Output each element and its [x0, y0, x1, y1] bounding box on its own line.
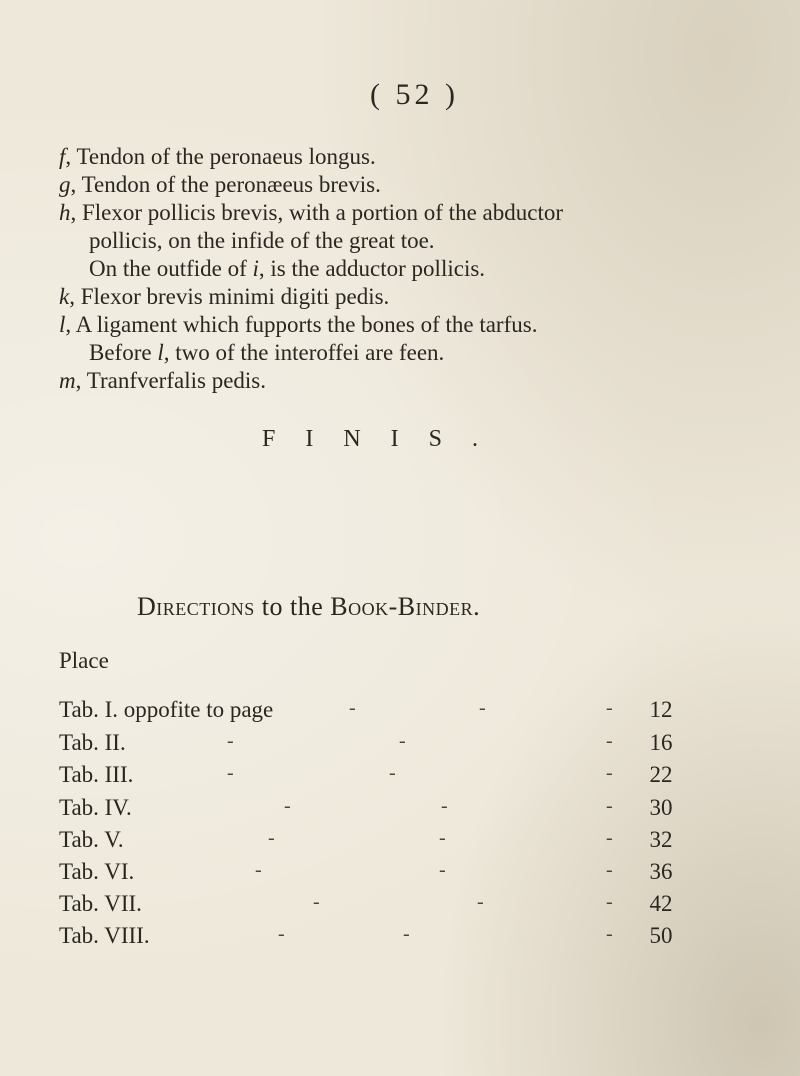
leader-dash: -	[284, 795, 291, 817]
tab-label: Tab. IV.	[59, 795, 132, 820]
entry-letter: l	[157, 340, 164, 365]
directions-word: Directions	[137, 592, 255, 621]
tab-page-number: 16	[649, 730, 673, 755]
leader-dash: -	[389, 762, 396, 784]
entry-g	[59, 171, 381, 199]
tab-label: Tab. VII.	[59, 891, 142, 916]
tab-page-number: 32	[649, 827, 673, 852]
leader-dash: -	[606, 923, 613, 945]
tab-page-number: 50	[649, 923, 673, 948]
leader-dash: -	[227, 730, 234, 752]
tab-page-number: 22	[649, 762, 673, 787]
entry-f	[59, 143, 376, 171]
table-row	[59, 891, 679, 923]
leader-dash: -	[278, 923, 285, 945]
table-row	[59, 697, 679, 729]
leader-dash: -	[439, 859, 446, 881]
directions-middle: to the	[254, 592, 331, 621]
tab-label: Tab. VIII.	[59, 923, 150, 948]
entry-l-continuation	[89, 339, 444, 367]
tab-label: Tab. I. oppofite to page	[59, 697, 274, 722]
entry-text: , Tendon of the peronæeus brevis.	[70, 172, 381, 197]
leader-dash: -	[268, 827, 275, 849]
table-row	[59, 859, 679, 891]
leader-dash: -	[606, 827, 613, 849]
entry-h	[59, 199, 563, 227]
table-row	[59, 795, 679, 827]
table-row	[59, 827, 679, 859]
leader-dash: -	[403, 923, 410, 945]
leader-dash: -	[606, 795, 613, 817]
leader-dash: -	[313, 891, 320, 913]
tab-label: Tab. II.	[59, 730, 126, 755]
entry-text-after: , two of the interoffei are feen.	[163, 340, 445, 365]
leader-dash: -	[441, 795, 448, 817]
tab-label: Tab. V.	[59, 827, 124, 852]
table-row	[59, 762, 679, 794]
book-binder-word: Book-Binder.	[330, 592, 481, 621]
finis-heading: FINIS.	[262, 426, 509, 452]
page-number: ( 52 )	[370, 78, 459, 111]
leader-dash: -	[606, 730, 613, 752]
leader-dash: -	[606, 891, 613, 913]
tab-label: Tab. III.	[59, 762, 134, 787]
entry-text: , Tendon of the peronaeus longus.	[65, 144, 376, 169]
leader-dash: -	[349, 697, 356, 719]
entry-l	[59, 311, 537, 339]
entry-letter: l	[59, 312, 66, 337]
entry-letter: h	[59, 200, 71, 225]
leader-dash: -	[399, 730, 406, 752]
entry-m	[59, 367, 266, 395]
place-label: Place	[59, 648, 109, 673]
tab-page-number: 12	[649, 697, 673, 722]
leader-dash: -	[606, 762, 613, 784]
entry-text: On the outfide of	[89, 256, 253, 281]
table-row	[59, 923, 679, 955]
leader-dash: -	[255, 859, 262, 881]
entry-letter: f	[59, 144, 66, 169]
tab-page-number: 42	[649, 891, 673, 916]
entry-text-after: , is the adductor pollicis.	[258, 256, 486, 281]
entry-letter: i	[252, 256, 259, 281]
leader-dash: -	[227, 762, 234, 784]
entry-i	[89, 255, 485, 283]
leader-dash: -	[439, 827, 446, 849]
entry-k	[59, 283, 389, 311]
entry-letter: k	[59, 284, 70, 309]
entry-text: , Flexor brevis minimi digiti pedis.	[69, 284, 390, 309]
table-row	[59, 730, 679, 762]
entry-text: , Flexor pollicis brevis, with a portion of the abductor	[70, 200, 563, 225]
leader-dash: -	[606, 697, 613, 719]
entry-letter: g	[59, 172, 71, 197]
entry-letter: m	[59, 368, 76, 393]
entry-text: pollicis, on the infide of the great toe.	[89, 228, 435, 253]
leader-dash: -	[479, 697, 486, 719]
tab-label: Tab. VI.	[59, 859, 135, 884]
tab-page-number: 30	[649, 795, 673, 820]
leader-dash: -	[606, 859, 613, 881]
entry-h-continuation	[89, 227, 435, 255]
entry-text: , Tranfverfalis pedis.	[75, 368, 266, 393]
entry-text: , A ligament which fupports the bones of the tarfus.	[65, 312, 538, 337]
entry-text: Before	[89, 340, 158, 365]
directions-heading	[137, 592, 480, 622]
leader-dash: -	[477, 891, 484, 913]
tab-page-number: 36	[649, 859, 673, 884]
